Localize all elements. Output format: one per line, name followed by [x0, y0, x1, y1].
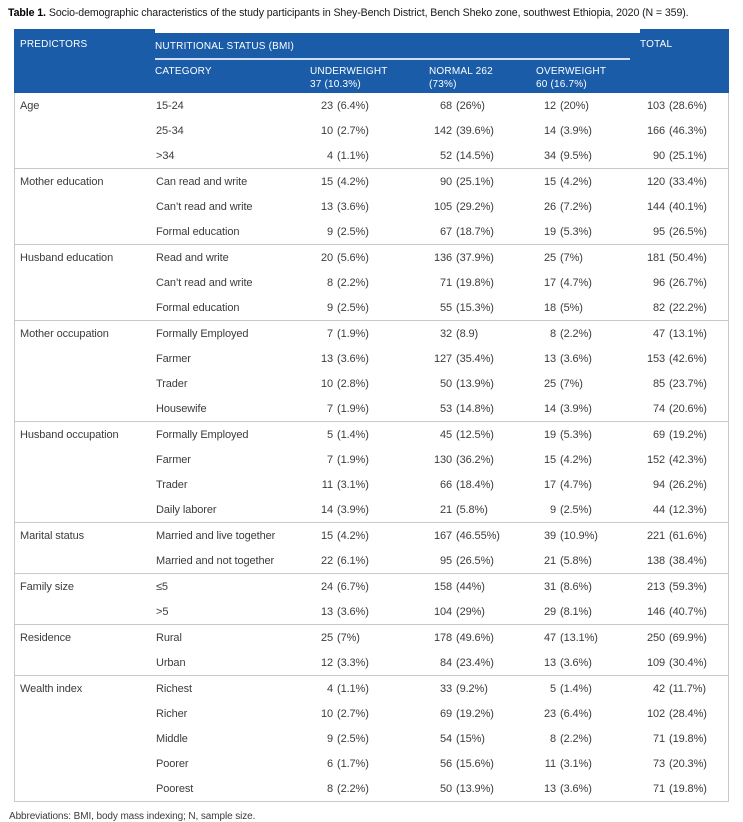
- value-cell-uw: 10 (2.8%): [320, 377, 369, 390]
- value-cell-uw: 15 (4.2%): [320, 529, 369, 542]
- value-cell-ow: 29 (8.1%): [543, 605, 592, 618]
- value-cell-uw: 24 (6.7%): [320, 580, 369, 593]
- value-cell-nm: 142 (39.6%): [433, 124, 494, 137]
- predictor-group: [15, 93, 728, 168]
- predictor-cell: Age: [20, 99, 40, 112]
- predictor-cell: [15, 776, 156, 801]
- value-cell-nm: 45 (12.5%): [439, 428, 494, 441]
- category-cell: 25-34: [156, 124, 184, 137]
- predictor-cell: Residence: [20, 631, 72, 644]
- predictor-cell: Mother occupation: [20, 327, 109, 340]
- predictor-group: [15, 573, 728, 624]
- predictor-cell: [15, 118, 156, 143]
- category-cell: Trader: [156, 377, 188, 390]
- category-cell: Housewife: [156, 402, 207, 415]
- value-cell-ow: 14 (3.9%): [543, 124, 592, 137]
- value-cell-uw: 7 (1.9%): [326, 327, 369, 340]
- value-cell-ow: 5 (1.4%): [549, 682, 592, 695]
- table-caption-text: Socio-demographic characteristics of the study participants in Shey-Bench District, Bench Sheko zone, southwest Ethiopia, 2020 (N = 359).: [48, 7, 689, 19]
- value-cell-uw: 4 (1.1%): [326, 149, 369, 162]
- value-cell-uw: 9 (2.5%): [326, 732, 369, 745]
- value-cell-ow: 17 (4.7%): [543, 478, 592, 491]
- predictor-group: [15, 320, 728, 421]
- value-cell-tot: 138 (38.4%): [646, 554, 707, 567]
- value-cell-ow: 25 (7%): [543, 377, 583, 390]
- value-cell-tot: 71 (19.8%): [652, 782, 707, 795]
- value-cell-uw: 7 (1.9%): [326, 402, 369, 415]
- table-row: [15, 523, 728, 548]
- value-cell-tot: 73 (20.3%): [652, 757, 707, 770]
- value-cell-ow: 8 (2.2%): [549, 327, 592, 340]
- category-cell: Can’t read and write: [156, 276, 253, 289]
- table-row: [15, 245, 728, 270]
- table-row: [15, 346, 728, 371]
- value-cell-ow: 13 (3.6%): [543, 352, 592, 365]
- value-cell-uw: 8 (2.2%): [326, 782, 369, 795]
- predictor-cell: [15, 497, 156, 522]
- value-cell-nm: 68 (26%): [439, 99, 485, 112]
- table-row: [15, 118, 728, 143]
- table-caption: [8, 7, 736, 20]
- value-cell-nm: 52 (14.5%): [439, 149, 494, 162]
- value-cell-tot: 74 (20.6%): [652, 402, 707, 415]
- value-cell-tot: 221 (61.6%): [646, 529, 707, 542]
- table-row: [15, 701, 728, 726]
- table-row: [15, 371, 728, 396]
- value-cell-tot: 96 (26.7%): [652, 276, 707, 289]
- value-cell-ow: 15 (4.2%): [543, 453, 592, 466]
- value-cell-nm: 130 (36.2%): [433, 453, 494, 466]
- predictor-cell: Marital status: [20, 529, 85, 542]
- table-row: [15, 270, 728, 295]
- header-nutritional-status-group: [155, 33, 640, 60]
- predictor-cell: [15, 295, 156, 320]
- value-cell-tot: 102 (28.4%): [646, 707, 707, 720]
- value-cell-ow: 15 (4.2%): [543, 175, 592, 188]
- category-cell: Formally Employed: [156, 327, 249, 340]
- value-cell-ow: 47 (13.1%): [543, 631, 598, 644]
- category-cell: ≤5: [156, 580, 168, 593]
- value-cell-uw: 15 (4.2%): [320, 175, 369, 188]
- value-cell-tot: 146 (40.7%): [646, 605, 707, 618]
- predictor-cell: [15, 219, 156, 244]
- predictor-cell: Family size: [20, 580, 74, 593]
- value-cell-tot: 120 (33.4%): [646, 175, 707, 188]
- value-cell-nm: 53 (14.8%): [439, 402, 494, 415]
- value-cell-uw: 12 (3.3%): [320, 656, 369, 669]
- table-row: [15, 93, 728, 118]
- value-cell-ow: 39 (10.9%): [543, 529, 598, 542]
- table-row: [15, 599, 728, 624]
- value-cell-tot: 95 (26.5%): [652, 225, 707, 238]
- predictor-cell: [15, 548, 156, 573]
- table-row: [15, 295, 728, 320]
- value-cell-tot: 69 (19.2%): [652, 428, 707, 441]
- category-cell: Richest: [156, 682, 192, 695]
- value-cell-tot: 71 (19.8%): [652, 732, 707, 745]
- value-cell-tot: 144 (40.1%): [646, 200, 707, 213]
- value-cell-nm: 21 (5.8%): [439, 503, 488, 516]
- value-cell-uw: 23 (6.4%): [320, 99, 369, 112]
- value-cell-ow: 21 (5.8%): [543, 554, 592, 567]
- value-cell-nm: 158 (44%): [433, 580, 485, 593]
- value-cell-nm: 69 (19.2%): [439, 707, 494, 720]
- value-cell-nm: 71 (19.8%): [439, 276, 494, 289]
- value-cell-uw: 4 (1.1%): [326, 682, 369, 695]
- value-cell-nm: 56 (15.6%): [439, 757, 494, 770]
- table-row: [15, 548, 728, 573]
- value-cell-uw: 13 (3.6%): [320, 605, 369, 618]
- value-cell-nm: 54 (15%): [439, 732, 485, 745]
- value-cell-tot: 250 (69.9%): [646, 631, 707, 644]
- category-cell: >5: [156, 605, 169, 618]
- value-cell-nm: 50 (13.9%): [439, 782, 494, 795]
- value-cell-nm: 55 (15.3%): [439, 301, 494, 314]
- header-predictors: PREDICTORS: [14, 29, 155, 93]
- value-cell-ow: 25 (7%): [543, 251, 583, 264]
- value-cell-uw: 11 (3.1%): [321, 478, 369, 491]
- value-cell-ow: 19 (5.3%): [543, 428, 592, 441]
- value-cell-ow: 12 (20%): [543, 99, 589, 112]
- table-row: [15, 574, 728, 599]
- predictor-group: [15, 522, 728, 573]
- table-row: [15, 625, 728, 650]
- value-cell-uw: 13 (3.6%): [320, 352, 369, 365]
- header-total: TOTAL: [640, 29, 729, 93]
- table-row: [15, 650, 728, 675]
- value-cell-nm: 84 (23.4%): [439, 656, 494, 669]
- category-cell: >34: [156, 149, 175, 162]
- table-row: [15, 472, 728, 497]
- value-cell-uw: 9 (2.5%): [326, 225, 369, 238]
- table-row: [15, 776, 728, 801]
- value-cell-nm: 32 (8.9): [439, 327, 479, 340]
- predictor-group: [15, 624, 728, 675]
- header-overweight: OVERWEIGHT 60 (16.7%): [536, 60, 640, 93]
- category-cell: Farmer: [156, 352, 191, 365]
- value-cell-uw: 7 (1.9%): [326, 453, 369, 466]
- value-cell-nm: 33 (9.2%): [439, 682, 488, 695]
- table: [14, 29, 729, 802]
- predictor-group: [15, 168, 728, 244]
- value-cell-uw: 20 (5.6%): [320, 251, 369, 264]
- value-cell-uw: 13 (3.6%): [320, 200, 369, 213]
- category-cell: Poorer: [156, 757, 189, 770]
- value-cell-tot: 85 (23.7%): [652, 377, 707, 390]
- value-cell-uw: 22 (6.1%): [320, 554, 369, 567]
- value-cell-ow: 23 (6.4%): [543, 707, 592, 720]
- predictor-cell: Husband occupation: [20, 428, 119, 441]
- value-cell-uw: 10 (2.7%): [320, 707, 369, 720]
- category-cell: Trader: [156, 478, 188, 491]
- table-row: [15, 169, 728, 194]
- predictor-cell: [15, 701, 156, 726]
- header-nutritional-status-label: NUTRITIONAL STATUS (BMI): [155, 41, 295, 52]
- category-cell: Daily laborer: [156, 503, 217, 516]
- table-row: [15, 751, 728, 776]
- value-cell-tot: 47 (13.1%): [652, 327, 707, 340]
- value-cell-ow: 11 (3.1%): [544, 757, 592, 770]
- table-caption-label: Table 1.: [8, 7, 46, 19]
- category-cell: Married and live together: [156, 529, 276, 542]
- header-normal: NORMAL 262 (73%): [429, 60, 536, 93]
- predictor-cell: Mother education: [20, 175, 104, 188]
- value-cell-tot: 82 (22.2%): [652, 301, 707, 314]
- value-cell-ow: 31 (8.6%): [543, 580, 592, 593]
- value-cell-tot: 44 (12.3%): [652, 503, 707, 516]
- value-cell-ow: 19 (5.3%): [543, 225, 592, 238]
- predictor-cell: [15, 270, 156, 295]
- category-cell: Read and write: [156, 251, 229, 264]
- value-cell-nm: 178 (49.6%): [433, 631, 494, 644]
- value-cell-nm: 104 (29%): [433, 605, 485, 618]
- predictor-group: [15, 675, 728, 801]
- predictor-cell: [15, 447, 156, 472]
- predictor-cell: [15, 650, 156, 675]
- value-cell-uw: 5 (1.4%): [326, 428, 369, 441]
- predictor-group: [15, 244, 728, 320]
- table-row: [15, 143, 728, 168]
- table-row: [15, 497, 728, 522]
- value-cell-tot: 90 (25.1%): [652, 149, 707, 162]
- value-cell-tot: 42 (11.7%): [652, 682, 706, 695]
- value-cell-nm: 66 (18.4%): [439, 478, 494, 491]
- value-cell-nm: 105 (29.2%): [433, 200, 494, 213]
- category-cell: Rural: [156, 631, 182, 644]
- value-cell-nm: 95 (26.5%): [439, 554, 494, 567]
- category-cell: Can’t read and write: [156, 200, 253, 213]
- value-cell-ow: 18 (5%): [543, 301, 583, 314]
- value-cell-tot: 213 (59.3%): [646, 580, 707, 593]
- table-row: [15, 219, 728, 244]
- value-cell-tot: 152 (42.3%): [646, 453, 707, 466]
- value-cell-ow: 34 (9.5%): [543, 149, 592, 162]
- table-row: [15, 422, 728, 447]
- value-cell-nm: 167 (46.55%): [433, 529, 500, 542]
- value-cell-uw: 6 (1.7%): [326, 757, 369, 770]
- predictor-cell: [15, 599, 156, 624]
- value-cell-ow: 26 (7.2%): [543, 200, 592, 213]
- value-cell-ow: 13 (3.6%): [543, 782, 592, 795]
- value-cell-uw: 8 (2.2%): [326, 276, 369, 289]
- table-row: [15, 321, 728, 346]
- value-cell-ow: 9 (2.5%): [549, 503, 592, 516]
- table-row: [15, 396, 728, 421]
- category-cell: Formal education: [156, 225, 240, 238]
- value-cell-ow: 17 (4.7%): [543, 276, 592, 289]
- category-cell: Urban: [156, 656, 186, 669]
- value-cell-tot: 153 (42.6%): [646, 352, 707, 365]
- table-header: [14, 29, 729, 93]
- value-cell-nm: 67 (18.7%): [439, 225, 494, 238]
- value-cell-ow: 14 (3.9%): [543, 402, 592, 415]
- table-row: [15, 194, 728, 219]
- predictor-group: [15, 421, 728, 522]
- predictor-cell: [15, 751, 156, 776]
- category-cell: Can read and write: [156, 175, 248, 188]
- header-category: CATEGORY: [155, 60, 310, 93]
- category-cell: Middle: [156, 732, 188, 745]
- value-cell-ow: 13 (3.6%): [543, 656, 592, 669]
- table-row: [15, 726, 728, 751]
- value-cell-nm: 50 (13.9%): [439, 377, 494, 390]
- predictor-cell: Husband education: [20, 251, 114, 264]
- value-cell-nm: 90 (25.1%): [439, 175, 494, 188]
- category-cell: Poorest: [156, 782, 194, 795]
- category-cell: Married and not together: [156, 554, 275, 567]
- value-cell-tot: 166 (46.3%): [646, 124, 707, 137]
- value-cell-tot: 94 (26.2%): [652, 478, 707, 491]
- category-cell: Richer: [156, 707, 188, 720]
- value-cell-uw: 9 (2.5%): [326, 301, 369, 314]
- predictor-cell: [15, 194, 156, 219]
- table-body: [14, 93, 729, 802]
- footnote: Abbreviations: BMI, body mass indexing; N, sample size.: [9, 811, 256, 822]
- predictor-cell: Wealth index: [20, 682, 83, 695]
- predictor-cell: [15, 143, 156, 168]
- header-underweight: UNDERWEIGHT 37 (10.3%): [310, 60, 429, 93]
- value-cell-nm: 127 (35.4%): [433, 352, 494, 365]
- value-cell-uw: 14 (3.9%): [320, 503, 369, 516]
- predictor-cell: [15, 346, 156, 371]
- value-cell-uw: 10 (2.7%): [320, 124, 369, 137]
- value-cell-tot: 109 (30.4%): [646, 656, 707, 669]
- value-cell-nm: 136 (37.9%): [433, 251, 494, 264]
- predictor-cell: [15, 371, 156, 396]
- table-row: [15, 676, 728, 701]
- value-cell-tot: 103 (28.6%): [646, 99, 707, 112]
- value-cell-uw: 25 (7%): [320, 631, 360, 644]
- table-row: [15, 447, 728, 472]
- value-cell-tot: 181 (50.4%): [646, 251, 707, 264]
- predictor-cell: [15, 396, 156, 421]
- value-cell-ow: 8 (2.2%): [549, 732, 592, 745]
- category-cell: Formally Employed: [156, 428, 249, 441]
- category-cell: Farmer: [156, 453, 191, 466]
- predictor-cell: [15, 726, 156, 751]
- predictor-cell: [15, 472, 156, 497]
- category-cell: Formal education: [156, 301, 240, 314]
- category-cell: 15-24: [156, 99, 184, 112]
